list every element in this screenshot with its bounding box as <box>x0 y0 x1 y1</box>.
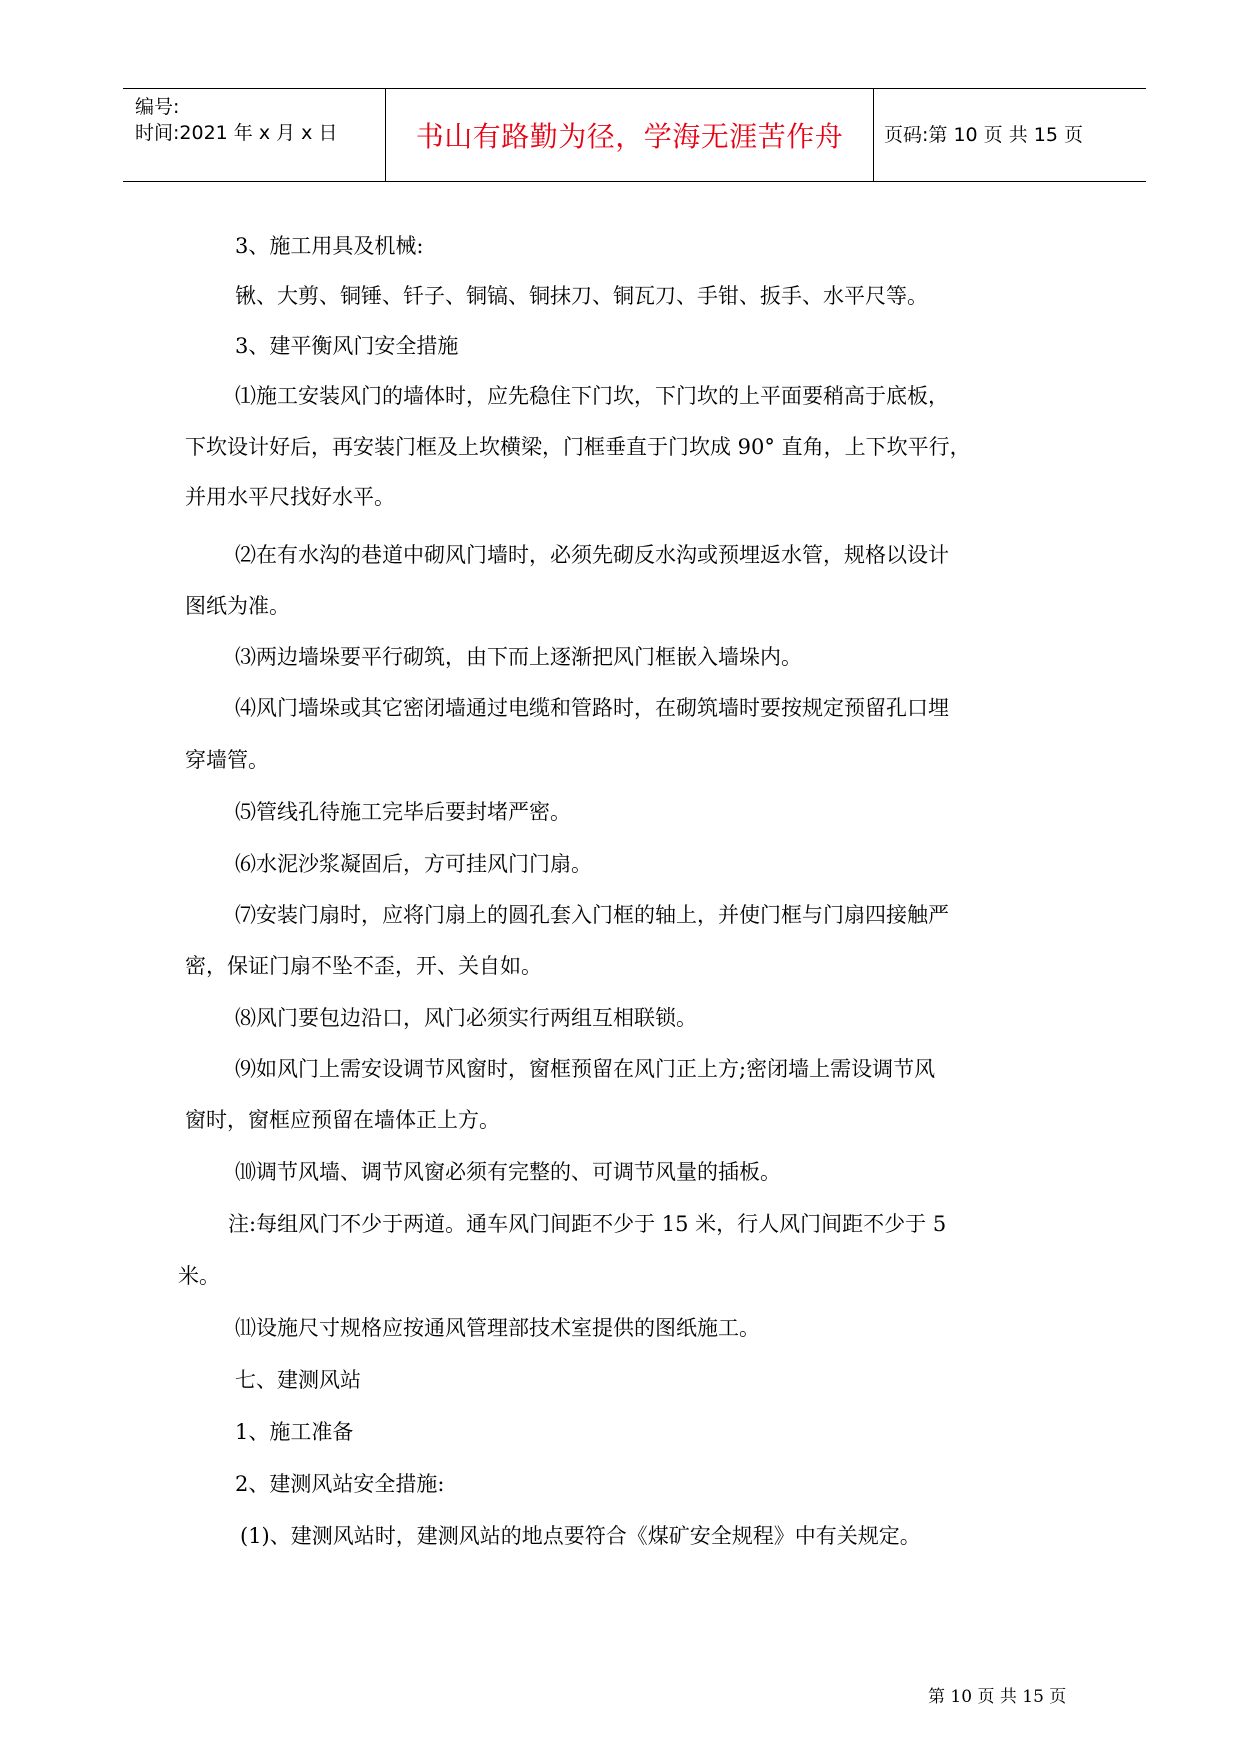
text-line: (1)、建测风站时，建测风站的地点要符合《煤矿安全规程》中有关规定。 <box>240 1524 921 1548</box>
text-line: ⑴施工安装风门的墙体时，应先稳住下门坎，下门坎的上平面要稍高于底板， <box>235 384 949 408</box>
header-left-cell <box>123 89 385 181</box>
page-label: 页码:第 10 页 共 15 页 <box>884 124 1083 146</box>
text-line: ⑷风门墙垛或其它密闭墙通过电缆和管路时，在砌筑墙时要按规定预留孔口埋 <box>235 696 949 720</box>
header-motto-cell <box>385 89 874 181</box>
text-line: 3、建平衡风门安全措施 <box>235 334 459 358</box>
time-label: 时间:2021 年 x 月 x 日 <box>135 122 338 144</box>
text-line: ⑵在有水沟的巷道中砌风门墙时，必须先砌反水沟或预埋返水管，规格以设计 <box>235 543 949 567</box>
text-line: 注:每组风门不少于两道。通车风门间距不少于 15 米，行人风门间距不少于 5 <box>228 1212 947 1236</box>
text-line: 图纸为准。 <box>185 594 290 618</box>
text-line: ⑾设施尺寸规格应按通风管理部技术室提供的图纸施工。 <box>235 1316 760 1340</box>
text-line: 密，保证门扇不坠不歪，开、关自如。 <box>185 954 542 978</box>
text-line: ⑹水泥沙浆凝固后，方可挂风门门扇。 <box>235 852 592 876</box>
text-line: ⑺安装门扇时，应将门扇上的圆孔套入门框的轴上，并使门框与门扇四接触严 <box>235 903 949 927</box>
text-line: ⑶两边墙垛要平行砌筑，由下而上逐渐把风门框嵌入墙垛内。 <box>235 645 802 669</box>
text-line: 1、施工准备 <box>235 1420 354 1444</box>
header-right-cell <box>874 89 1146 181</box>
text-line: 窗时，窗框应预留在墙体正上方。 <box>185 1108 500 1132</box>
text-line: 七、建测风站 <box>235 1368 361 1392</box>
text-line: ⑸管线孔待施工完毕后要封堵严密。 <box>235 800 571 824</box>
text-line: 下坎设计好后，再安装门框及上坎横梁，门框垂直于门坎成 90° 直角，上下坎平行， <box>185 435 971 459</box>
motto: 书山有路勤为径，学海无涯苦作舟 <box>415 120 844 153</box>
text-line: 并用水平尺找好水平。 <box>185 485 395 509</box>
text-line: ⑽调节风墙、调节风窗必须有完整的、可调节风量的插板。 <box>235 1160 781 1184</box>
text-line: ⑻风门要包边沿口，风门必须实行两组互相联锁。 <box>235 1006 697 1030</box>
text-line: 2、建测风站安全措施: <box>235 1472 445 1496</box>
text-line: ⑼如风门上需安设调节风窗时，窗框预留在风门正上方;密闭墙上需设调节风 <box>235 1057 936 1081</box>
number-label: 编号: <box>135 96 180 118</box>
text-line: 3、施工用具及机械: <box>235 234 424 258</box>
text-line: 锹、大剪、铜锤、钎子、铜镐、铜抹刀、铜瓦刀、手钳、扳手、水平尺等。 <box>235 284 928 308</box>
text-line: 穿墙管。 <box>185 748 269 772</box>
page-header <box>123 88 1146 182</box>
page-footer: 第 10 页 共 15 页 <box>928 1687 1067 1707</box>
text-line: 米。 <box>178 1264 220 1288</box>
